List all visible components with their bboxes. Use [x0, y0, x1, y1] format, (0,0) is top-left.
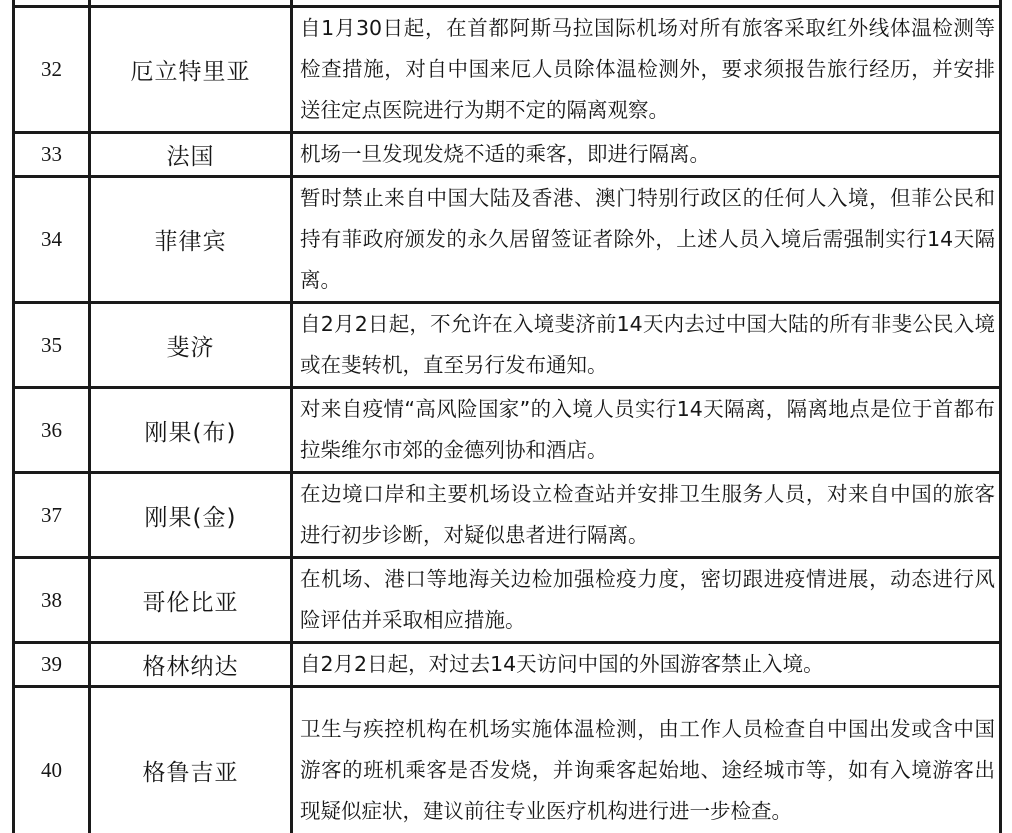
measure-text: 自2月2日起，不允许在入境斐济前14天内去过中国大陆的所有非斐公民入境或在斐转机，直至另行发布通知。	[292, 303, 1001, 388]
table-row	[14, 303, 1001, 388]
country-name: 斐济	[90, 303, 292, 388]
row-number: 32	[14, 7, 90, 133]
table-row	[14, 7, 1001, 133]
country-name: 法国	[90, 133, 292, 177]
row-number: 38	[14, 558, 90, 643]
country-name: 菲律宾	[90, 177, 292, 303]
measure-text: 在机场、港口等地海关边检加强检疫力度，密切跟进疫情进展，动态进行风险评估并采取相应措施。	[292, 558, 1001, 643]
country-name: 格林纳达	[90, 643, 292, 687]
country-name: 哥伦比亚	[90, 558, 292, 643]
table-row	[14, 643, 1001, 687]
measure-text: 对来自疫情“高风险国家”的入境人员实行14天隔离，隔离地点是位于首都布拉柴维尔市郊的金德列协和酒店。	[292, 388, 1001, 473]
table-row	[14, 558, 1001, 643]
measure-text: 自1月30日起，在首都阿斯马拉国际机场对所有旅客采取红外线体温检测等检查措施，对自中国来厄人员除体温检测外，要求须报告旅行经历，并安排送往定点医院进行为期不定的隔离观察。	[292, 7, 1001, 133]
country-name: 厄立特里亚	[90, 7, 292, 133]
row-number: 34	[14, 177, 90, 303]
measure-text: 机场一旦发现发烧不适的乘客，即进行隔离。	[292, 133, 1001, 177]
row-number: 39	[14, 643, 90, 687]
row-number: 36	[14, 388, 90, 473]
country-name: 刚果(布)	[90, 388, 292, 473]
row-number: 33	[14, 133, 90, 177]
country-name: 格鲁吉亚	[90, 687, 292, 833]
table-row	[14, 133, 1001, 177]
measure-text: 暂时禁止来自中国大陆及香港、澳门特别行政区的任何人入境，但菲公民和持有菲政府颁发的永久居留签证者除外，上述人员入境后需强制实行14天隔离。	[292, 177, 1001, 303]
row-number: 35	[14, 303, 90, 388]
measure-text: 自2月2日起，对过去14天访问中国的外国游客禁止入境。	[292, 643, 1001, 687]
measure-text: 卫生与疾控机构在机场实施体温检测，由工作人员检查自中国出发或含中国游客的班机乘客是否发烧，并询乘客起始地、途经城市等，如有入境游客出现疑似症状，建议前往专业医疗机构进行进一步检查。	[292, 687, 1001, 833]
row-number: 40	[14, 687, 90, 833]
measure-text: 在边境口岸和主要机场设立检查站并安排卫生服务人员，对来自中国的旅客进行初步诊断，对疑似患者进行隔离。	[292, 473, 1001, 558]
country-name: 刚果(金)	[90, 473, 292, 558]
country-measures-table	[12, 0, 1002, 833]
table-row	[14, 177, 1001, 303]
table-row	[14, 687, 1001, 833]
table-row	[14, 388, 1001, 473]
row-number: 37	[14, 473, 90, 558]
table-row	[14, 473, 1001, 558]
